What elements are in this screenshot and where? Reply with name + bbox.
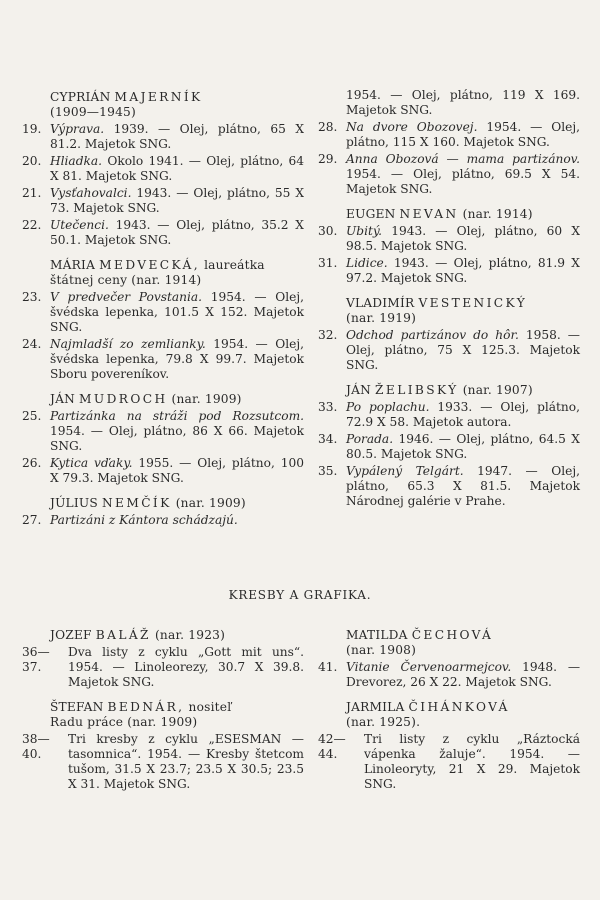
- entry-title: Porada.: [346, 432, 394, 446]
- artist-heading: [22, 258, 304, 288]
- entry-text: 1954. — Olej, švédska lepenka, 101.5 X 152. Majetok SNG.: [50, 290, 304, 334]
- artist-note: laureátka: [200, 258, 265, 272]
- entry-number: 28.: [318, 120, 338, 134]
- artist-heading: [318, 207, 580, 222]
- entry-text: Tri kresby z cyklu „ESESMAN — tasomnica“. 1954. — Kresby štetcom tušom, 31.5 X 23.7; 23.5 X 30.5; 23.5 X 31. Majetok SNG.: [68, 732, 304, 791]
- entry-body: [50, 337, 304, 382]
- artist-surname: MAJERNÍK: [114, 90, 203, 104]
- artist-surname: BALÁŽ: [95, 628, 151, 642]
- catalog-entry: [22, 645, 304, 690]
- entry-number: 30.: [318, 224, 338, 238]
- entry-number: 34.: [318, 432, 338, 446]
- entry-body: [346, 256, 580, 286]
- entry-text: Okolo 1941. — Olej, plátno, 64 X 81. Majetok SNG.: [50, 154, 304, 183]
- entry-body: [50, 290, 304, 335]
- paintings-left-column: [22, 90, 304, 530]
- entry-text: 1954. — Olej, plátno, 69.5 X 54. Majetok SNG.: [346, 167, 580, 196]
- entry-body: [346, 464, 580, 509]
- artist-heading: [22, 392, 304, 407]
- entry-body: [50, 456, 304, 486]
- entry-number: 20.: [22, 154, 42, 168]
- entry-body: [346, 400, 580, 430]
- entry-body: [50, 409, 304, 454]
- artist-given-name: MÁRIA: [50, 258, 100, 272]
- catalog-entry: [318, 328, 580, 373]
- entry-text: 1954. — Olej, švédska lepenka, 79.8 X 99.7. Majetok Sboru povereníkov.: [50, 337, 304, 381]
- artist-surname: NEVAN: [399, 207, 459, 221]
- entry-title: Po poplachu.: [346, 400, 430, 414]
- entry-title: Kytica vďaky.: [50, 456, 133, 470]
- entry-text: 1946. — Olej, plátno, 64.5 X 80.5. Majetok SNG.: [346, 432, 580, 461]
- catalog-entry: [318, 224, 580, 254]
- entry-body: [50, 186, 304, 216]
- catalog-entry: [318, 152, 580, 197]
- artist-heading: [318, 296, 580, 326]
- catalog-entry: [22, 186, 304, 216]
- artist-surname: BEDNÁR,: [107, 700, 185, 714]
- entry-number: 42—44.: [318, 732, 346, 761]
- entry-number: 31.: [318, 256, 338, 270]
- entry-number: 41.: [318, 660, 338, 674]
- entry-title: Partizáni z Kántora schádzajú.: [50, 513, 238, 527]
- entry-text: 1939. — Olej, plátno, 65 X 81.2. Majetok SNG.: [50, 122, 304, 151]
- artist-heading: [22, 496, 304, 511]
- artist-given-name: JÁN: [346, 383, 376, 397]
- catalog-entry: [22, 154, 304, 184]
- entry-text: 1943. — Olej, plátno, 35.2 X 50.1. Majetok SNG.: [50, 218, 304, 247]
- artist-surname: MEDVECKÁ,: [99, 258, 200, 272]
- entry-number: 36—37.: [22, 645, 50, 674]
- entry-number: 24.: [22, 337, 42, 351]
- entry-body: [68, 732, 304, 792]
- entry-title: Lidice.: [346, 256, 388, 270]
- entry-text: 1958. — Olej, plátno, 75 X 125.3. Majetok SNG.: [346, 328, 580, 372]
- entry-number: 32.: [318, 328, 338, 342]
- artist-note: (nar. 1909): [171, 496, 246, 510]
- artist-given-name: JÁN: [50, 392, 80, 406]
- entry-text: 1933. — Olej, plátno, 72.9 X 58. Majetok autora.: [346, 400, 580, 429]
- entry-text: 1954. — Olej, plátno, 119 X 169. Majetok SNG.: [346, 88, 580, 117]
- entry-title: Vysťahovalci.: [50, 186, 132, 200]
- entry-number: 29.: [318, 152, 338, 166]
- artist-surname: ČECHOVÁ: [411, 628, 494, 642]
- entry-text: 1943. — Olej, plátno, 60 X 98.5. Majetok SNG.: [346, 224, 580, 253]
- artist-note: (nar. 1909): [167, 392, 242, 406]
- artist-dates: (1909—1945): [50, 105, 136, 119]
- artist-dates: (nar. 1919): [346, 311, 417, 325]
- catalog-entry: [318, 464, 580, 509]
- entry-body: [346, 120, 580, 150]
- entry-text: 1943. — Olej, plátno, 81.9 X 97.2. Majetok SNG.: [346, 256, 580, 285]
- entry-body: [50, 513, 304, 528]
- entry-number: 38—40.: [22, 732, 50, 761]
- entry-title: Ubitý.: [346, 224, 383, 238]
- entry-body: [68, 645, 304, 690]
- entry-body: [364, 732, 580, 792]
- entry-number: 33.: [318, 400, 338, 414]
- catalog-entry: [318, 732, 580, 792]
- artist-note: (nar. 1907): [458, 383, 533, 397]
- entry-body: [346, 328, 580, 373]
- catalog-entry: [22, 456, 304, 486]
- section-heading: KRESBY A GRAFIKA.: [228, 588, 372, 602]
- artist-heading: [22, 90, 304, 120]
- artist-note: (nar. 1923): [150, 628, 226, 642]
- catalog-entry: [22, 337, 304, 382]
- catalog-entry: [318, 400, 580, 430]
- entry-number: 23.: [22, 290, 42, 304]
- catalog-entry: [318, 432, 580, 462]
- artist-given-name: JÚLIUS: [50, 496, 102, 510]
- artist-given-name: ŠTEFAN: [50, 700, 108, 714]
- entry-text: 1948. — Drevorez, 26 X 22. Majetok SNG.: [346, 660, 581, 689]
- catalog-entry: [22, 513, 304, 528]
- artist-note: (nar. 1914): [458, 207, 533, 221]
- artist-surname: MUDROCH: [79, 392, 168, 406]
- entry-body: [346, 224, 580, 254]
- artist-heading: [318, 628, 580, 658]
- entry-text: Dva listy z cyklu „Gott mit uns“. 1954. — Linoleorezy, 30.7 X 39.8. Majetok SNG.: [68, 645, 304, 689]
- artist-surname: ČIHÁNKOVÁ: [408, 700, 510, 714]
- entry-body: [50, 154, 304, 184]
- entry-title: Najmladší zo zemlianky.: [50, 337, 206, 351]
- catalog-entry: [318, 120, 580, 150]
- artist-given-name: CYPRIÁN: [50, 90, 115, 104]
- entry-text: 1955. — Olej, plátno, 100 X 79.3. Majetok SNG.: [50, 456, 305, 485]
- entry-number: 19.: [22, 122, 42, 136]
- paintings-right-column: [318, 88, 580, 511]
- entry-title: Na dvore Obozovej.: [346, 120, 478, 134]
- artist-surname: VESTENICKÝ: [418, 296, 528, 310]
- entry-body: [50, 122, 304, 152]
- catalog-entry-continuation: [318, 88, 580, 118]
- artist-surname: ŽELIBSKÝ: [375, 383, 459, 397]
- artist-given-name: EUGEN: [346, 207, 400, 221]
- entry-body: [346, 432, 580, 462]
- entry-title: Anna Obozová — mama partizánov.: [346, 152, 580, 166]
- artist-given-name: VLADIMÍR: [346, 296, 419, 310]
- entry-number: 21.: [22, 186, 42, 200]
- catalog-entry: [318, 660, 580, 690]
- artist-given-name: JARMILA: [346, 700, 409, 714]
- entry-body: [50, 218, 304, 248]
- entry-number: 22.: [22, 218, 42, 232]
- drawings-left-column: [22, 628, 304, 794]
- catalog-entry: [22, 290, 304, 335]
- artist-heading: [318, 383, 580, 398]
- entry-title: Výprava.: [50, 122, 105, 136]
- artist-dates: Radu práce (nar. 1909): [50, 715, 198, 729]
- artist-heading: [318, 700, 580, 730]
- artist-heading: [22, 628, 304, 643]
- entry-text: 1954. — Olej, plátno, 115 X 160. Majetok SNG.: [346, 120, 580, 149]
- artist-note: nositeľ: [184, 700, 232, 714]
- artist-dates: štátnej ceny (nar. 1914): [50, 273, 202, 287]
- artist-dates: (nar. 1925).: [346, 715, 421, 729]
- entry-body: [346, 152, 580, 197]
- catalog-entry: [22, 218, 304, 248]
- entry-number: 35.: [318, 464, 338, 478]
- entry-title: Vitanie Červenoarmejcov.: [346, 660, 512, 674]
- catalog-entry: [22, 732, 304, 792]
- entry-number: 27.: [22, 513, 42, 527]
- artist-given-name: MATILDA: [346, 628, 412, 642]
- entry-title: Odchod partizánov do hôr.: [346, 328, 519, 342]
- entry-text: 1943. — Olej, plátno, 55 X 73. Majetok SNG.: [50, 186, 304, 215]
- artist-dates: (nar. 1908): [346, 643, 417, 657]
- entry-body: [346, 660, 580, 690]
- catalog-entry: [22, 409, 304, 454]
- entry-title: Vypálený Telgárt.: [346, 464, 464, 478]
- artist-surname: NEMČÍK: [101, 496, 172, 510]
- entry-number: 25.: [22, 409, 42, 423]
- entry-title: V predvečer Povstania.: [50, 290, 203, 304]
- entry-title: Partizánka na stráži pod Rozsutcom.: [50, 409, 304, 423]
- artist-heading: [22, 700, 304, 730]
- entry-title: Utečenci.: [50, 218, 109, 232]
- catalog-entry: [22, 122, 304, 152]
- entry-text: Tri listy z cyklu „Ráztocká vápenka žaluje“. 1954. — Linoleoryty, 21 X 29. Majetok SNG.: [364, 732, 580, 791]
- entry-text: 1947. — Olej, plátno, 65.3 X 81.5. Majetok Národnej galérie v Prahe.: [346, 464, 580, 508]
- entry-number: 26.: [22, 456, 42, 470]
- catalog-entry: [318, 256, 580, 286]
- entry-title: Hliadka.: [50, 154, 103, 168]
- drawings-right-column: [318, 628, 580, 794]
- artist-given-name: JOZEF: [50, 628, 96, 642]
- entry-text: 1954. — Olej, plátno, 86 X 66. Majetok SNG.: [50, 424, 304, 453]
